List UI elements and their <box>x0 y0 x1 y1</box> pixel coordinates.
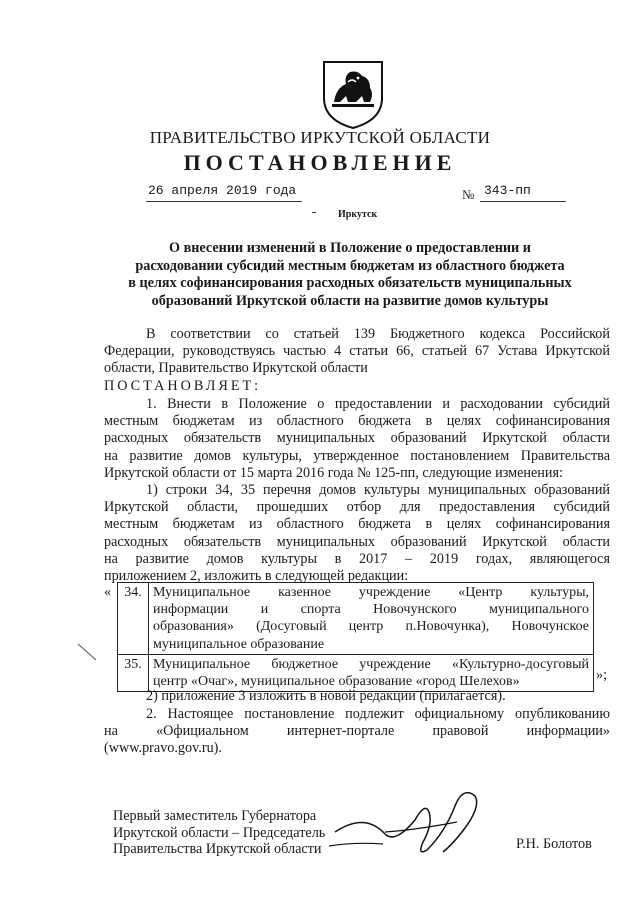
subject-line: образований Иркутской области на развитие домов культуры <box>151 292 549 309</box>
row-line: информации и спорта Новочунского муниципального <box>153 602 589 618</box>
government-name: ПРАВИТЕЛЬСТВО ИРКУТСКОЙ ОБЛАСТИ <box>149 128 491 147</box>
preamble-paragraph <box>104 326 610 395</box>
coat-of-arms-icon <box>320 58 386 130</box>
table-row <box>118 583 594 655</box>
item-1-1-paragraph <box>104 482 610 585</box>
item-1-1-line: местным бюджетам из областного бюджета в целях софинансирования <box>104 516 610 533</box>
item-1-2-paragraph <box>104 688 610 705</box>
date-underline <box>146 201 302 202</box>
item-1-1-line: 1) строки 34, 35 перечня домов культуры муниципальных образований <box>146 482 610 498</box>
position-line: Правительства Иркутской области <box>113 841 322 857</box>
row-line: муниципальное образование <box>153 636 325 652</box>
item-2-line: 2. Настоящее постановление подлежит официальному опубликованию <box>146 706 610 722</box>
handwritten-signature <box>325 772 500 872</box>
item-1-1-line: Иркутской области, прошедших отбор для предоставления субсидий <box>104 499 610 516</box>
item-1-1-line: приложением 2, изложить в следующей редакции: <box>104 568 409 585</box>
closing-quote: »; <box>596 667 608 683</box>
margin-pencil-mark <box>72 630 112 670</box>
table-row <box>118 654 594 691</box>
document-subject <box>100 240 600 310</box>
signatory-name: Р.Н. Болотов <box>516 836 592 852</box>
item-2-line: (www.pravo.gov.ru). <box>104 740 222 757</box>
document-date: 26 апреля 2019 года <box>148 183 297 198</box>
item-1-1-line: расходных обязательств муниципальных образований Иркутской области <box>104 533 610 550</box>
item-1-line: 1. Внести в Положение о предоставлении и расходовании субсидий <box>146 396 610 412</box>
item-1-2-line: 2) приложение 3 изложить в новой редакции (прилагается). <box>146 688 506 704</box>
amendment-table <box>117 582 594 692</box>
preamble-line: Федерации, руководствуясь частью 4 статьи 66, статьей 67 Устава Иркутской <box>104 343 610 360</box>
row-number: 35. <box>118 654 149 691</box>
resolves-heading: ПОСТАНОВЛЯЕТ: <box>104 377 262 394</box>
subject-line: О внесении изменений в Положение о предоставлении и <box>169 240 531 256</box>
opening-quote: « <box>104 584 112 600</box>
document-city: Иркутск <box>338 209 378 220</box>
number-underline <box>480 201 566 202</box>
item-1-line: местным бюджетам из областного бюджета в целях софинансирования <box>104 413 610 430</box>
position-line: Первый заместитель Губернатора <box>113 808 317 824</box>
document-type: ПОСТАНОВЛЕНИЕ <box>183 150 457 175</box>
document-number: 343-пп <box>484 183 531 198</box>
item-2-paragraph <box>104 706 610 758</box>
row-description <box>149 583 594 655</box>
preamble-line: В соответствии со статьей 139 Бюджетного кодекса Российской <box>146 326 610 342</box>
preamble-line: области, Правительство Иркутской области <box>104 360 368 377</box>
item-1-line: расходных обязательств муниципальных образований Иркутской области <box>104 430 610 447</box>
item-1-line: Иркутской области от 15 марта 2016 года № 125-пп, следующие изменения: <box>104 464 563 481</box>
item-1-1-line: на развитие домов культуры в 2017 – 2019 годах, являющегося <box>104 550 610 567</box>
row-line: центр «Очаг», муниципальное образование «город Шелехов» <box>153 674 520 690</box>
row-line: Муниципальное казенное учреждение «Центр культуры, <box>153 585 589 600</box>
signatory-position <box>113 808 325 858</box>
item-1-paragraph <box>104 396 610 482</box>
row-number: 34. <box>118 583 149 655</box>
row-line: образования» (Досуговый центр п.Новочунка), Новочунское <box>153 619 589 635</box>
subject-line: расходовании субсидий местным бюджетам из областного бюджета <box>135 257 565 274</box>
position-line: Иркутской области – Председатель <box>113 824 326 841</box>
item-1-line: на развитие домов культуры, утвержденное постановлением Правительства <box>104 447 610 464</box>
row-line: Муниципальное бюджетное учреждение «Культурно-досуговый <box>153 656 589 672</box>
row-description <box>149 654 594 691</box>
number-sign: № <box>462 187 475 202</box>
separator-dash <box>312 212 316 213</box>
subject-line: в целях софинансирования расходных обязательств муниципальных <box>128 275 572 292</box>
item-2-line: на «Официальном интернет-портале правовой информации» <box>104 723 610 740</box>
